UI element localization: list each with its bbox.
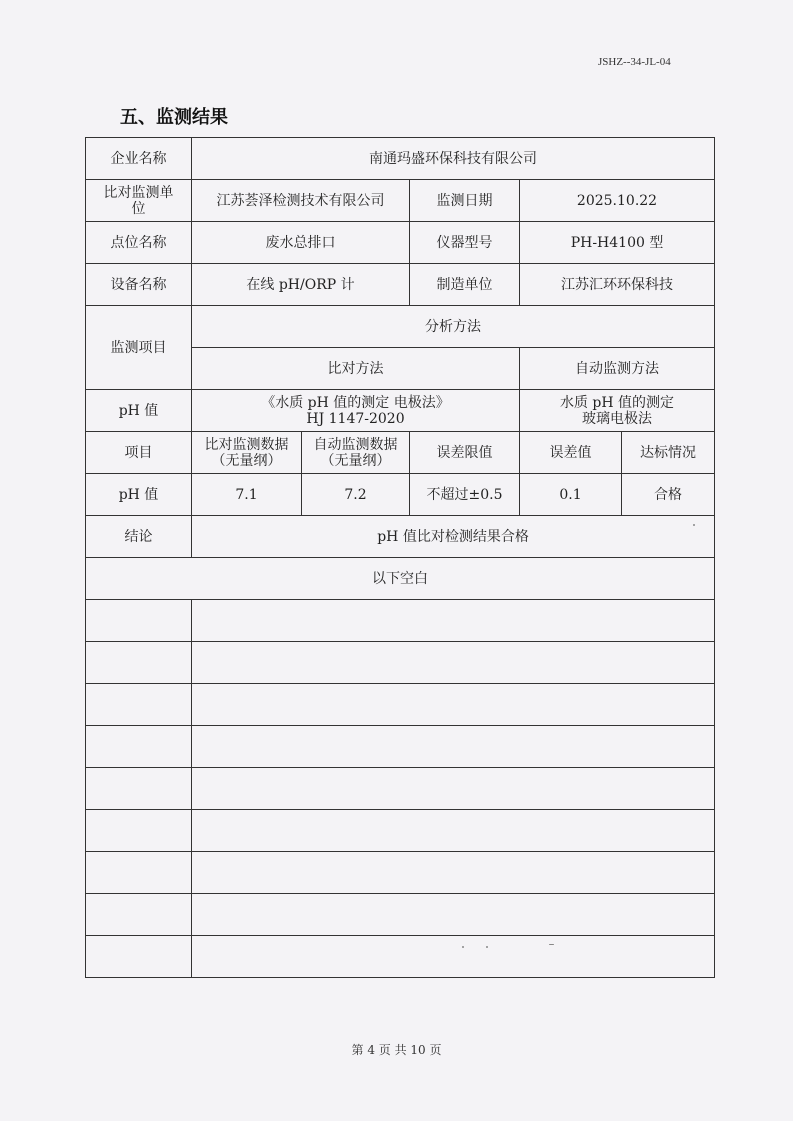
compare-method-standard: HJ 1147-2020 <box>306 410 405 427</box>
empty-cell <box>86 852 192 894</box>
empty-cell <box>192 684 715 726</box>
table-row-blank-note <box>86 558 715 600</box>
monitor-date-value: 2025.10.22 <box>520 180 715 222</box>
document-code: JSHZ--34-JL-04 <box>598 56 671 68</box>
section-title: 五、监测结果 <box>120 107 228 128</box>
table-row-empty <box>86 852 715 894</box>
point-name-label: 点位名称 <box>86 222 192 264</box>
compare-data-header: 比对监测数据（无量纲） <box>192 432 302 474</box>
compare-method-cell <box>192 390 520 432</box>
manufacturer-value: 江苏汇环环保科技 <box>520 264 715 306</box>
compare-unit-label: 比对监测单位 <box>86 180 192 222</box>
point-name-value: 废水总排口 <box>192 222 410 264</box>
auto-value: 7.2 <box>302 474 410 516</box>
device-name-value: 在线 pH/ORP 计 <box>192 264 410 306</box>
item-header: 项目 <box>86 432 192 474</box>
empty-cell <box>192 600 715 642</box>
table-row-empty <box>86 894 715 936</box>
table-row-result-headers <box>86 432 715 474</box>
table-row-conclusion <box>86 516 715 558</box>
empty-cell <box>86 684 192 726</box>
scan-speck <box>549 944 554 945</box>
scan-speck <box>693 524 695 526</box>
empty-cell <box>86 726 192 768</box>
compare-method-name: 《水质 pH 值的测定 电极法》 <box>261 394 450 411</box>
table-row-enterprise <box>86 138 715 180</box>
empty-cell <box>192 810 715 852</box>
blank-note: 以下空白 <box>86 558 715 600</box>
compliance-header: 达标情况 <box>622 432 715 474</box>
error-limit-header: 误差限值 <box>410 432 520 474</box>
scan-speck <box>462 946 464 948</box>
compare-method-header: 比对方法 <box>192 348 520 390</box>
empty-cell <box>192 726 715 768</box>
table-row-method <box>86 390 715 432</box>
scan-speck <box>486 946 488 948</box>
auto-method-line2: 玻璃电极法 <box>582 410 653 427</box>
instrument-model-value: PH-H4100 型 <box>520 222 715 264</box>
table-row-empty <box>86 936 715 978</box>
empty-cell <box>86 894 192 936</box>
compliance-value: 合格 <box>622 474 715 516</box>
page-number-footer: 第 4 页 共 10 页 <box>351 1043 442 1057</box>
compare-value: 7.1 <box>192 474 302 516</box>
empty-cell <box>86 936 192 978</box>
error-value: 0.1 <box>520 474 622 516</box>
empty-cell <box>192 852 715 894</box>
auto-data-header: 自动监测数据（无量纲） <box>302 432 410 474</box>
error-value-header: 误差值 <box>520 432 622 474</box>
instrument-model-label: 仪器型号 <box>410 222 520 264</box>
empty-cell <box>192 768 715 810</box>
result-item: pH 值 <box>86 474 192 516</box>
empty-cell <box>86 768 192 810</box>
empty-cell <box>86 810 192 852</box>
table-row-analysis-header <box>86 306 715 348</box>
device-name-label: 设备名称 <box>86 264 192 306</box>
table-row-compare-unit <box>86 180 715 222</box>
monitor-date-label: 监测日期 <box>410 180 520 222</box>
empty-cell <box>192 936 715 978</box>
monitor-item-label: 监测项目 <box>86 306 192 390</box>
auto-method-line1: 水质 pH 值的测定 <box>559 394 675 411</box>
table-row-device <box>86 264 715 306</box>
table-row-empty <box>86 600 715 642</box>
table-row-empty <box>86 684 715 726</box>
table-row-empty <box>86 726 715 768</box>
method-item: pH 值 <box>86 390 192 432</box>
conclusion-value: pH 值比对检测结果合格 <box>192 516 715 558</box>
manufacturer-label: 制造单位 <box>410 264 520 306</box>
table-row-result <box>86 474 715 516</box>
error-limit-value: 不超过±0.5 <box>410 474 520 516</box>
empty-cell <box>86 642 192 684</box>
table-row-empty <box>86 768 715 810</box>
empty-cell <box>192 642 715 684</box>
empty-cell <box>86 600 192 642</box>
enterprise-value: 南通玛盛环保科技有限公司 <box>192 138 715 180</box>
compare-unit-value: 江苏荟泽检测技术有限公司 <box>192 180 410 222</box>
table-row-point <box>86 222 715 264</box>
table-row-empty <box>86 642 715 684</box>
empty-cell <box>192 894 715 936</box>
monitoring-results-table <box>85 137 715 978</box>
analysis-method-header: 分析方法 <box>192 306 715 348</box>
conclusion-label: 结论 <box>86 516 192 558</box>
auto-method-cell <box>520 390 715 432</box>
auto-method-header: 自动监测方法 <box>520 348 715 390</box>
table-row-empty <box>86 810 715 852</box>
enterprise-label: 企业名称 <box>86 138 192 180</box>
